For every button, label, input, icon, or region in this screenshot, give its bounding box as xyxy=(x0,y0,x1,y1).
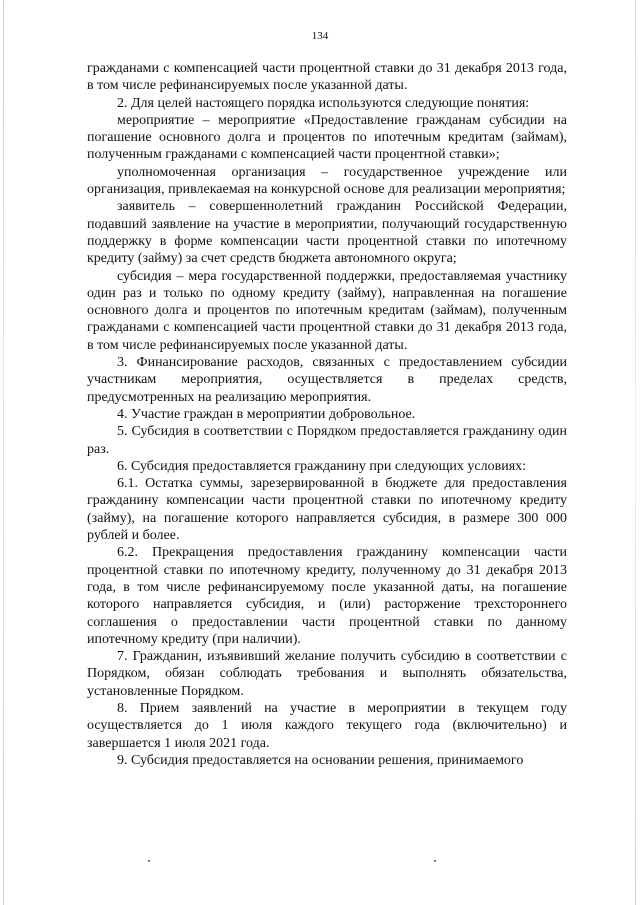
paragraph-definition-event: мероприятие – мероприятие «Предоставление гражданам субсидии на погашение основного долга и процентов по ипотечным кредитам (займам), полученным гражданами с компенсацией части процентной ставки»; xyxy=(87,112,567,163)
paragraph-definition-subsidy: субсидия – мера государственной поддержки, предоставляемая участнику один раз и только по одному кредиту (займу), направленная на погашение основного долга и процентов по ипотечным кредитам (займам), полученным гражданами с компенсацией части процентной ставки до 31 декабря 2013 года, в том числе рефинансируемых после указанной даты. xyxy=(87,268,567,353)
paragraph-6: 6. Субсидия предоставляется гражданину при следующих условиях: xyxy=(117,458,527,474)
scan-edge-right xyxy=(635,0,636,905)
paragraph-6-2: 6.2. Прекращения предоставления гражданину компенсации части процентной ставки по ипотечному кредиту, полученному до 31 декабря 2013 года, в том числе рефинансируемому после указанной даты, на погашение которого направляется субсидия, и (или) расторжение трехстороннего соглашения о предоставлении части процентной ставки по данному ипотечному кредиту (при наличии). xyxy=(87,545,567,647)
paragraph-definition-applicant: заявитель – совершеннолетний гражданин Российской Федерации, подавший заявление на участие в мероприятии, получающий государственную поддержку в форме компенсации части процентной ставки по ипотечному кредиту (займу) за счет средств бюджета автономного округа; xyxy=(87,199,567,267)
paragraph-definition-organization: уполномоченная организация – государственное учреждение или организация, привлекаемая на конкурсной основе для реализации мероприятия; xyxy=(87,164,567,198)
paragraph-7: 7. Гражданин, изъявивший желание получить субсидию в соответствии с Порядком, обязан соблюдать требования и выполнять обязательства, установленные Порядком. xyxy=(87,649,567,699)
paragraph-continuation: гражданами с компенсацией части процентной ставки до 31 декабря 2013 года, в том числе рефинансируемых после указанной даты. xyxy=(87,61,567,94)
paragraph-4: 4. Участие граждан в мероприятии добровольное. xyxy=(117,406,416,422)
paragraph-9: 9. Субсидия предоставляется на основании решения, принимаемого xyxy=(117,752,524,768)
page-number: 134 xyxy=(311,30,329,42)
paragraph-3: 3. Финансирование расходов, связанных с предоставлением субсидии участникам мероприятия, осуществляется в пределах средств, предусмотренных на реализацию мероприятия. xyxy=(87,355,567,405)
paragraph-5: 5. Субсидия в соответствии с Порядком предоставляется гражданину один раз. xyxy=(87,424,567,457)
paragraph-8: 8. Прием заявлений на участие в мероприятии в текущем году осуществляется до 1 июля каждого текущего года (включительно) и завершается 1 июля 2021 года. xyxy=(87,700,567,751)
scan-speck-left xyxy=(148,860,150,862)
document-body xyxy=(87,60,567,769)
paragraph-2-intro: 2. Для целей настоящего порядка используются следующие понятия: xyxy=(117,95,530,111)
scan-speck-right xyxy=(434,860,436,862)
paragraph-6-1: 6.1. Остатка суммы, зарезервированной в бюджете для предоставления гражданину компенсации части процентной ставки по ипотечному кредиту (займу), на погашение которого направляется субсидия, в размере 300 000 рублей и более. xyxy=(87,476,567,544)
scan-edge-left xyxy=(3,0,4,905)
